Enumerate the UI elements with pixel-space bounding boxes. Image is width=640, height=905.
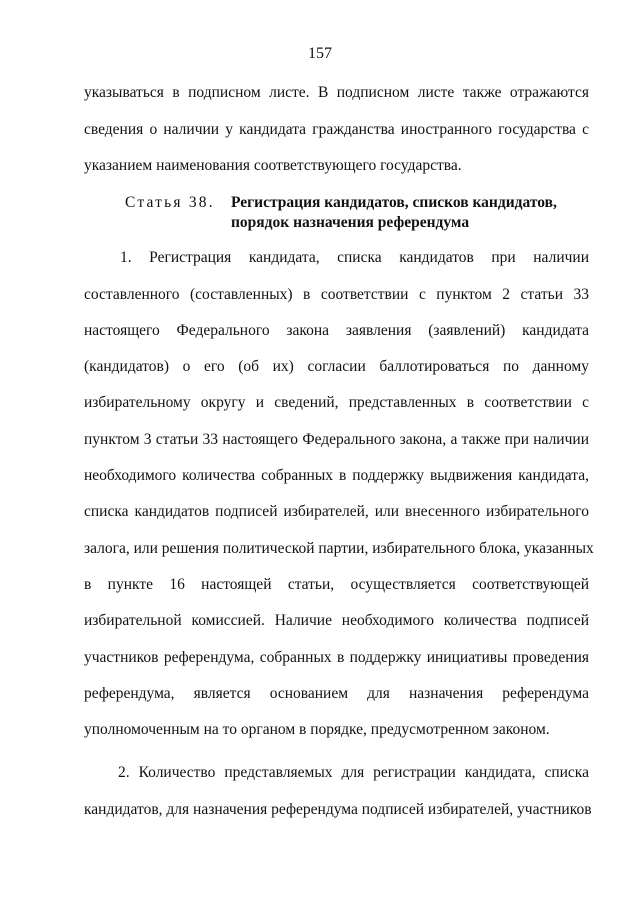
paragraph-line: 1. Регистрация кандидата, списка кандидатов при наличии (120, 249, 589, 266)
paragraph-line: составленного (составленных) в соответствии с пунктом 2 статьи 33 (84, 286, 589, 303)
paragraph-line: кандидатов, для назначения референдума подписей избирателей, участников (84, 801, 592, 818)
paragraph-line: 2. Количество представляемых для регистрации кандидата, списка (118, 764, 589, 781)
intro-line: сведения о наличии у кандидата гражданства иностранного государства с (84, 121, 589, 138)
article-title (231, 193, 557, 233)
intro-line: указываться в подписном листе. В подписном листе также отражаются (84, 84, 589, 101)
paragraph-line: референдума, является основанием для назначения референдума (84, 685, 589, 702)
paragraph-line: уполномоченным на то органом в порядке, предусмотренном законом. (84, 721, 550, 738)
paragraph-line: избирательному округу и сведений, представленных в соответствии с (84, 394, 589, 411)
intro-line: указанием наименования соответствующего государства. (84, 157, 462, 174)
paragraph-line: настоящего Федерального закона заявления (заявлений) кандидата (84, 322, 589, 339)
page-number: 157 (308, 45, 332, 62)
article-title-line: Регистрация кандидатов, списков кандидатов, (231, 194, 557, 211)
paragraph-line: залога, или решения политической партии, избирательного блока, указанных (84, 540, 594, 557)
paragraph-line: списка кандидатов подписей избирателей, или внесенного избирательного (84, 503, 589, 520)
paragraph-line: избирательной комиссией. Наличие необходимого количества подписей (84, 612, 589, 629)
paragraph-line: пунктом 3 статьи 33 настоящего Федерального закона, а также при наличии (84, 431, 589, 448)
paragraph-line: необходимого количества собранных в поддержку выдвижения кандидата, (84, 467, 589, 484)
paragraph-line: в пункте 16 настоящей статьи, осуществляется соответствующей (84, 576, 589, 593)
paragraph-line: (кандидатов) о его (об их) согласии баллотироваться по данному (84, 358, 589, 375)
paragraph-line: участников референдума, собранных в поддержку инициативы проведения (84, 649, 589, 666)
article-title-line: порядок назначения референдума (231, 214, 470, 231)
article-label: Статья 38. (125, 194, 215, 211)
